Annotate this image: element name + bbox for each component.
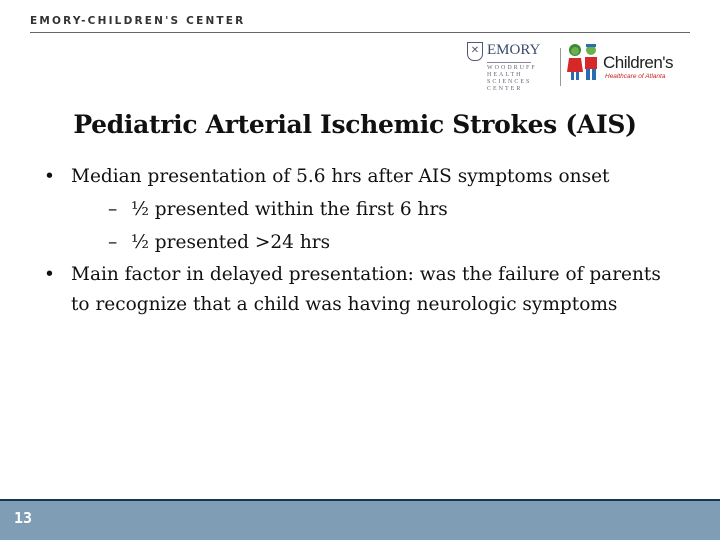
emory-sub-line: SCIENCES [487,79,532,85]
emory-shield-icon: ✕ [467,42,483,61]
childrens-kids-icon [565,42,601,82]
emory-sub-line: CENTER [487,86,523,92]
bullet-icon: • [44,166,55,187]
logo-separator [560,48,561,86]
sub-bullet-text: ½ presented within the first 6 hrs [131,199,448,220]
header-org-name: EMORY-CHILDREN'S CENTER [30,15,246,27]
logos [463,40,693,96]
bullet-icon: • [44,264,55,285]
slide-title: Pediatric Arterial Ischemic Strokes (AIS) [73,110,637,139]
bullet-text: Median presentation of 5.6 hrs after AIS symptoms onset [71,166,610,187]
emory-logo-text: EMORY [487,42,541,58]
slide-body [44,160,684,320]
header-divider [30,32,690,33]
footer-bar [0,499,720,540]
bullet-item [44,160,684,193]
childrens-logo-subtitle: Healthcare of Atlanta [605,73,666,80]
page-number: 13 [14,509,33,527]
childrens-logo-text: Children's [603,53,674,72]
sub-bullet-item [44,193,684,226]
emory-sub-line: WOODRUFF [487,65,537,71]
sub-bullet-text: ½ presented >24 hrs [131,232,331,253]
bullet-item [44,259,684,320]
emory-subtitle [487,62,537,93]
sub-bullet-item [44,226,684,259]
emory-sub-line: HEALTH [487,72,523,78]
dash-icon: – [108,232,118,253]
bullet-text: Main factor in delayed presentation: was the failure of parents to recognize that a child was having neurologic symptoms [71,264,661,315]
dash-icon: – [108,199,118,220]
